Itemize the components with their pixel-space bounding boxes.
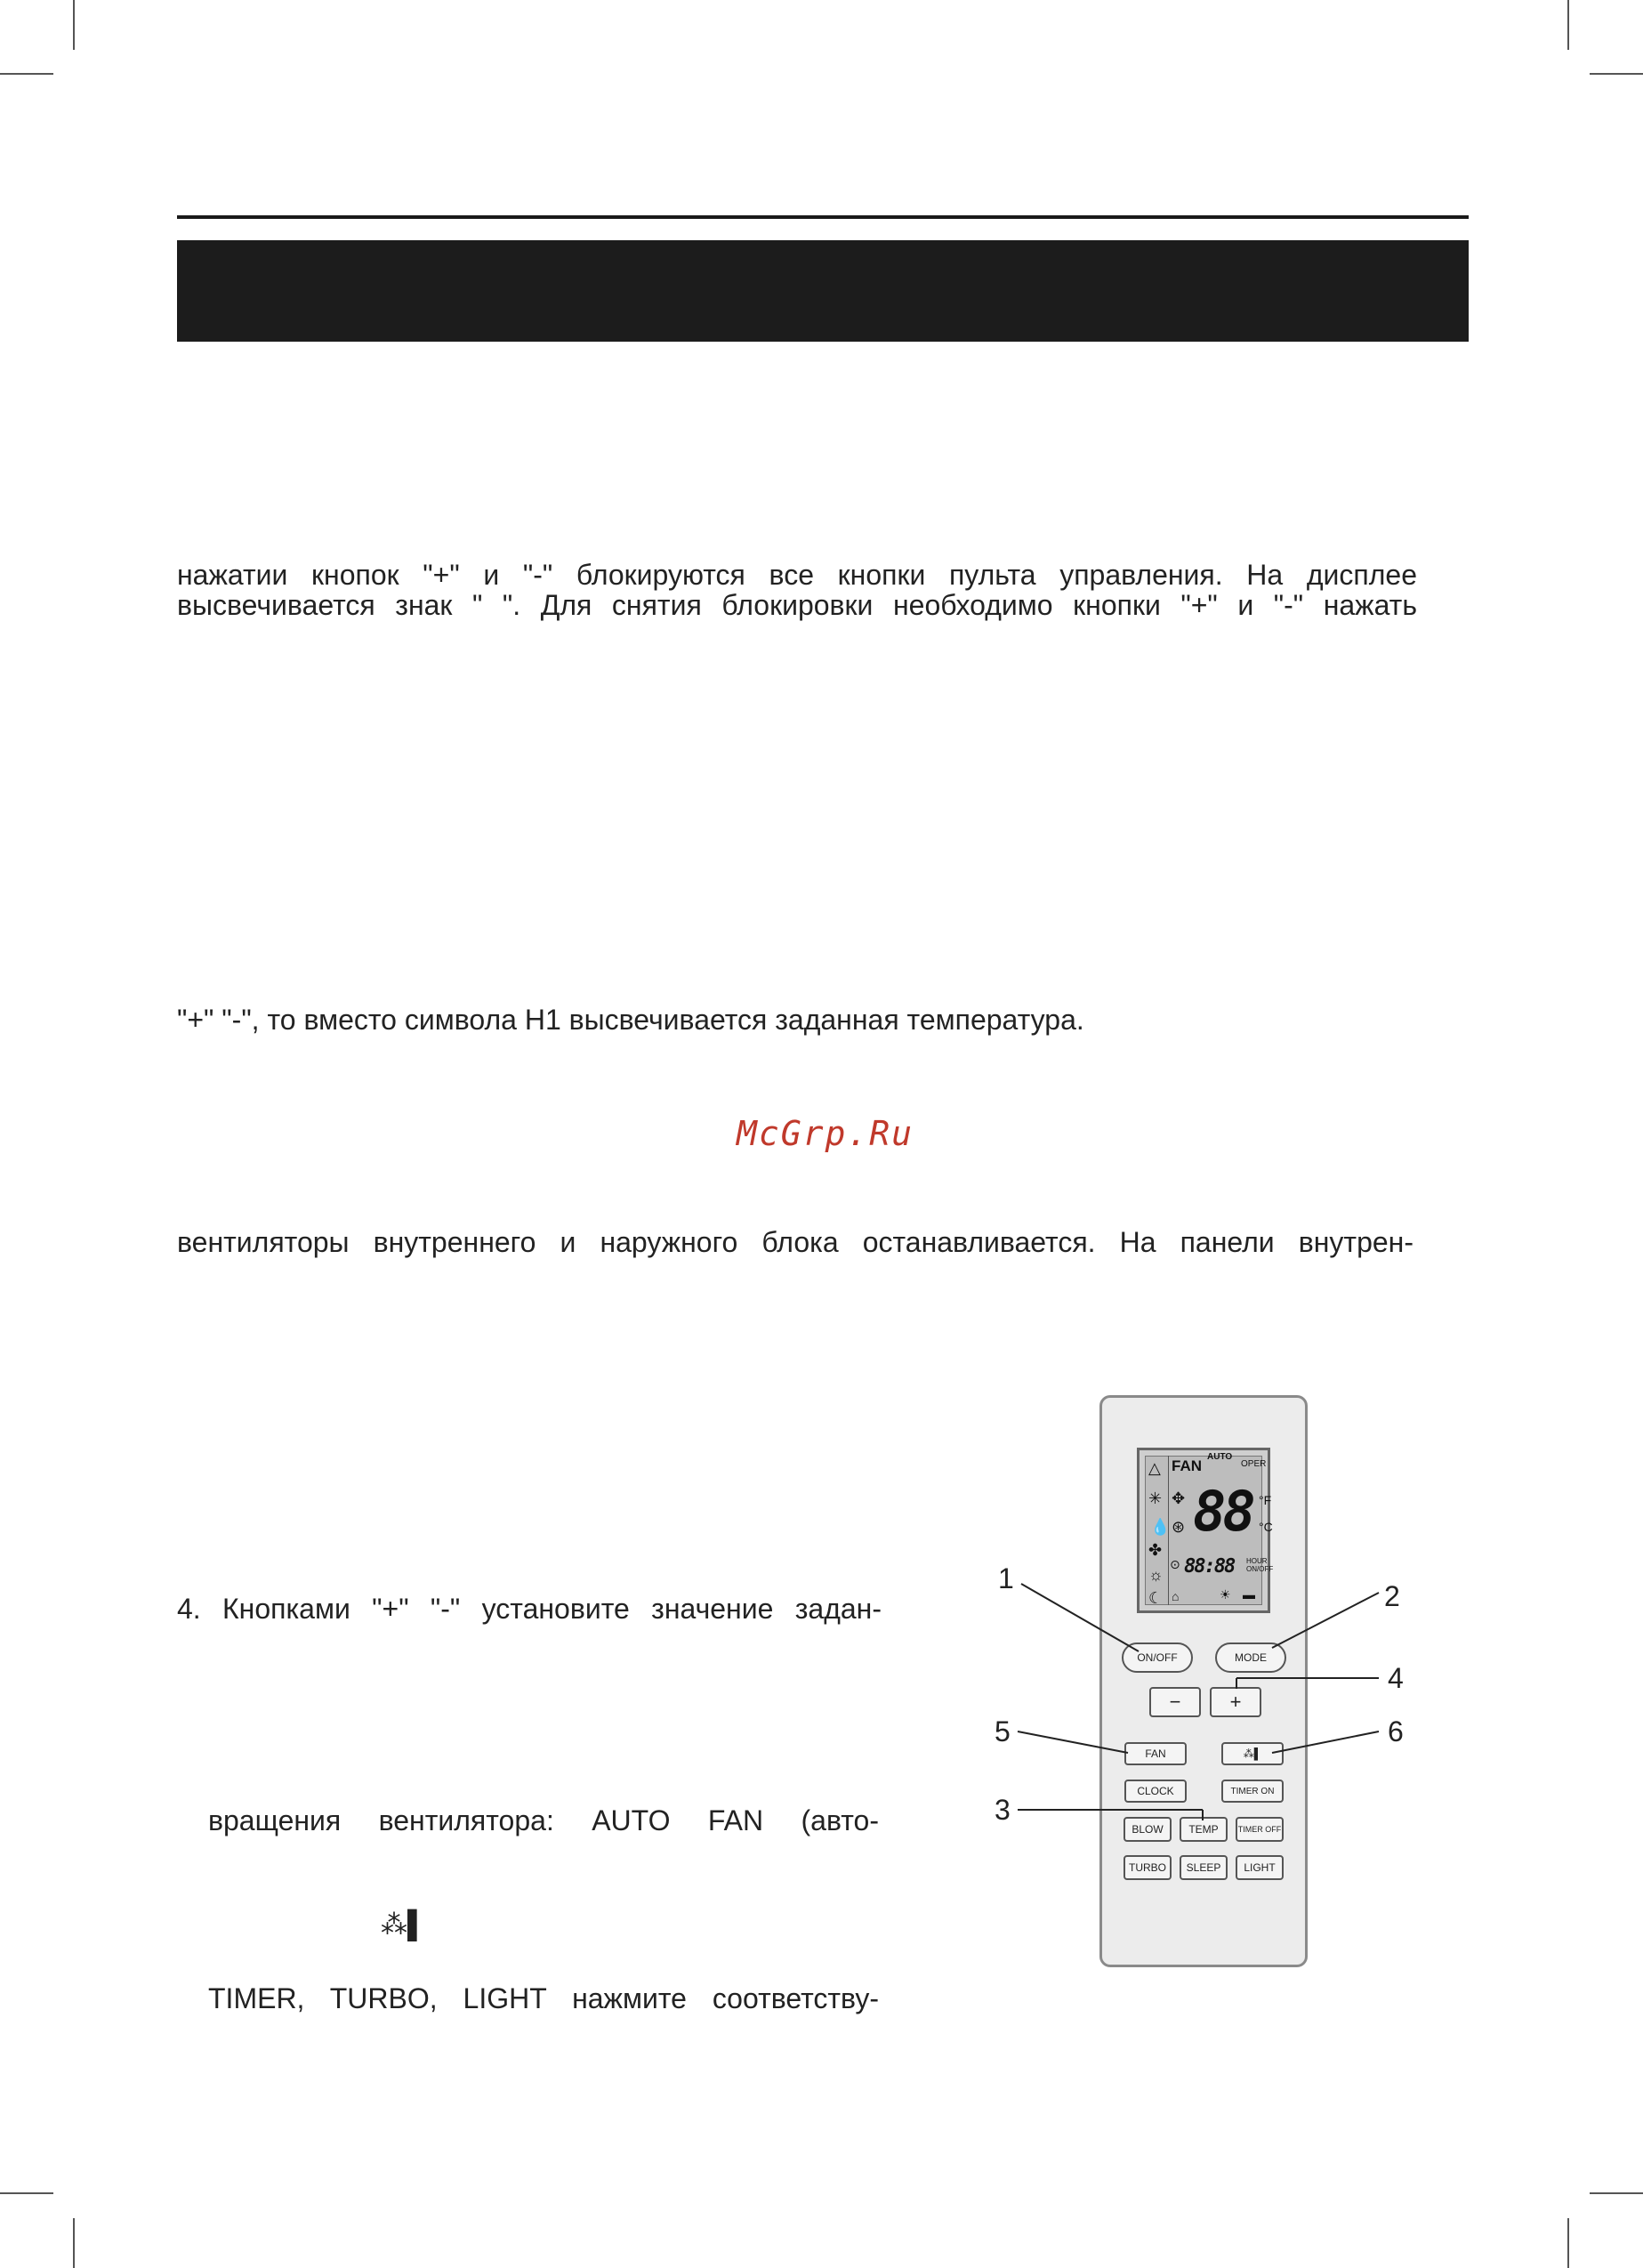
sleep-button[interactable]: SLEEP (1180, 1855, 1228, 1880)
cool-mode-icon: ✳ (1148, 1489, 1163, 1507)
lcd-hour-text: HOUR (1246, 1557, 1268, 1565)
crop-mark (0, 73, 53, 75)
on-off-button[interactable]: ON/OFF (1122, 1642, 1193, 1673)
minus-button[interactable]: − (1149, 1687, 1201, 1717)
mode-button[interactable]: MODE (1215, 1642, 1286, 1673)
callout-number-5: 5 (995, 1715, 1011, 1747)
auto-mode-icon: △ (1148, 1459, 1161, 1477)
plus-button[interactable]: + (1210, 1687, 1261, 1717)
callout-number-6: 6 (1388, 1715, 1404, 1747)
blow-button[interactable]: BLOW (1124, 1817, 1172, 1842)
paragraph-line: высвечивается знак " ". Для снятия блокировки необходимо кнопки "+" и "-" нажать (177, 589, 1417, 621)
crop-mark (73, 0, 75, 50)
lock-icon: ▬ (1243, 1587, 1255, 1602)
crop-mark (1590, 73, 1643, 75)
lcd-oper-label: OPER (1241, 1459, 1267, 1469)
swing-icon: ⁂▌ (381, 1910, 427, 1940)
sleep-icon: ☾ (1148, 1589, 1164, 1607)
lcd-unit-f: °F (1259, 1493, 1272, 1507)
section-header-banner (177, 240, 1469, 342)
timer-off-button[interactable]: TIMER OFF (1236, 1817, 1284, 1842)
lcd-temperature-digits: 88 (1193, 1479, 1252, 1544)
lcd-hour-label (1246, 1557, 1273, 1573)
paragraph-line: TIMER, TURBO, LIGHT нажмите соответству- (208, 1982, 879, 2014)
lcd-auto-label: AUTO (1207, 1452, 1233, 1462)
clock-button[interactable]: CLOCK (1124, 1780, 1187, 1803)
fan-mode-icon: ✤ (1148, 1541, 1163, 1559)
dry-mode-icon: 💧 (1150, 1518, 1171, 1536)
paragraph-line: вентиляторы внутреннего и наружного блока останавливается. На панели внутрен- (177, 1226, 1413, 1258)
heat-mode-icon: ☼ (1148, 1566, 1164, 1584)
remote-lcd-display (1137, 1448, 1274, 1613)
paragraph-line: вращения вентилятора: AUTO FAN (авто- (208, 1804, 879, 1836)
turbo-button[interactable]: TURBO (1124, 1855, 1172, 1880)
watermark: McGrp.Ru (737, 1114, 914, 1153)
crop-mark (1567, 2218, 1569, 2268)
lcd-onoff-text: ON/OFF (1246, 1565, 1274, 1573)
crop-mark (1567, 0, 1569, 50)
timer-on-button[interactable]: TIMER ON (1221, 1780, 1284, 1803)
lcd-unit-c: °C (1259, 1520, 1273, 1534)
swing-button[interactable]: ⁂▌ (1221, 1742, 1284, 1765)
lcd-time-digits: 88:88 (1184, 1555, 1235, 1578)
step-4-text: 4. Кнопками "+" "-" установите значение задан- (177, 1593, 882, 1625)
light-icon: ☀ (1220, 1587, 1231, 1602)
fan-button[interactable]: FAN (1124, 1742, 1187, 1765)
fan-speed-icon: ✥ (1172, 1489, 1186, 1507)
swirl-icon: ⊛ (1172, 1518, 1186, 1536)
home-icon: ⌂ (1172, 1589, 1180, 1603)
crop-mark (1590, 2192, 1643, 2194)
callout-number-3: 3 (995, 1794, 1011, 1826)
paragraph-line: "+" "-", то вместо символа H1 высвечивается заданная температура. (177, 1004, 1084, 1036)
light-button[interactable]: LIGHT (1236, 1855, 1284, 1880)
top-rule (177, 215, 1469, 219)
callout-number-4: 4 (1388, 1662, 1404, 1694)
crop-mark (0, 2192, 53, 2194)
temp-button[interactable]: TEMP (1180, 1817, 1228, 1842)
crop-mark (73, 2218, 75, 2268)
lcd-fan-label: FAN (1172, 1457, 1202, 1474)
callout-number-2: 2 (1384, 1580, 1400, 1612)
callout-number-1: 1 (998, 1562, 1014, 1594)
clock-icon: ⊙ (1170, 1557, 1180, 1571)
paragraph-line: нажатии кнопок "+" и "-" блокируются все кнопки пульта управления. На дисплее (177, 559, 1417, 591)
